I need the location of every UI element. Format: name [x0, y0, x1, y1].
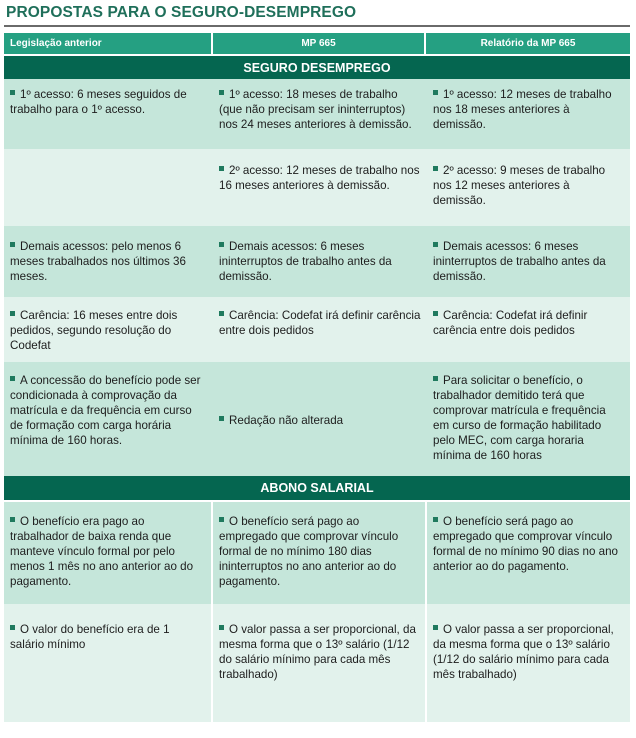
table-cell: Demais acessos: 6 meses ininterruptos de trabalho antes da demissão.: [219, 240, 392, 283]
section-header-abono-salarial: ABONO SALARIAL: [4, 476, 630, 500]
table-cell: A concessão do benefício pode ser condicionada à comprovação da matrícula e da frequência em curso de formação com carga horária mínima de 160 horas.: [10, 374, 201, 447]
bullet-icon: [219, 311, 224, 316]
table-cell: 2º acesso: 9 meses de trabalho nos 12 meses anteriores à demissão.: [433, 164, 606, 207]
table-cell: 1º acesso: 12 meses de trabalho nos 18 meses anteriores à demissão.: [433, 88, 612, 131]
bullet-icon: [10, 625, 15, 630]
bullet-icon: [433, 625, 438, 630]
bullet-icon: [219, 416, 224, 421]
column-header-mp-665: MP 665: [213, 33, 424, 54]
title-divider: [4, 25, 630, 27]
abono-section-body: [4, 500, 630, 722]
table-cell: Carência: Codefat irá definir carência entre dois pedidos: [219, 309, 421, 337]
table-cell: O benefício será pago ao empregado que comprovar vínculo formal de no mínimo 90 dias no ano anterior ao do pagamento.: [433, 515, 618, 573]
bullet-icon: [10, 242, 15, 247]
table-cell: O valor passa a ser proporcional, da mesma forma que o 13º salário (1/12 do salário mínimo para cada mês trabalhado): [213, 604, 427, 722]
bullet-icon: [219, 166, 224, 171]
table-cell: O benefício era pago ao trabalhador de baixa renda que manteve vínculo formal por pelo menos 1 mês no ano anterior ao do pagamento.: [4, 502, 213, 604]
table-cell: Redação não alterada: [213, 362, 427, 476]
table-row: [4, 79, 630, 149]
table-cell: 1º acesso: 18 meses de trabalho (que não precisam ser ininterruptos) nos 24 meses anteriores à demissão.: [219, 88, 412, 131]
bullet-icon: [433, 311, 438, 316]
table-cell: Para solicitar o benefício, o trabalhador demitido terá que comprovar matrícula e frequência em curso de formação habilitado pelo MEC, com carga horaria mínima de 160 horas: [433, 374, 606, 462]
bullet-icon: [433, 242, 438, 247]
bullet-icon: [433, 90, 438, 95]
bullet-icon: [219, 517, 224, 522]
table-row: [4, 149, 630, 226]
page-title: PROPOSTAS PARA O SEGURO-DESEMPREGO: [6, 4, 357, 21]
table-cell: Demais acessos: pelo menos 6 meses trabalhados nos últimos 36 meses.: [10, 240, 186, 283]
table-cell: Carência: Codefat irá definir carência entre dois pedidos: [433, 309, 588, 337]
table-cell: Demais acessos: 6 meses ininterruptos de trabalho antes da demissão.: [433, 240, 606, 283]
column-header-relatorio-mp-665: Relatório da MP 665: [426, 33, 630, 54]
table-cell-empty: [4, 149, 213, 226]
bullet-icon: [219, 242, 224, 247]
bullet-icon: [10, 517, 15, 522]
bullet-icon: [433, 517, 438, 522]
bullet-icon: [10, 376, 15, 381]
table-cell: O benefício será pago ao empregado que comprovar vínculo formal de no mínimo 180 dias ininterruptos no ano anterior ao do pagamento.: [213, 502, 427, 604]
table-cell: O valor passa a ser proporcional, da mesma forma que o 13º salário (1/12 do salário mínimo para cada mês trabalhado): [433, 623, 614, 681]
section-header-seguro-desemprego: SEGURO DESEMPREGO: [4, 54, 630, 79]
column-header-row: [4, 33, 630, 54]
table-row: [4, 226, 630, 297]
bullet-icon: [10, 90, 15, 95]
bullet-icon: [433, 166, 438, 171]
table-row: [4, 502, 630, 604]
bullet-icon: [219, 90, 224, 95]
table-cell: Carência: 16 meses entre dois pedidos, segundo resolução do Codefat: [10, 309, 178, 352]
bullet-icon: [433, 376, 438, 381]
bullet-icon: [10, 311, 15, 316]
table-cell: 1º acesso: 6 meses seguidos de trabalho para o 1º acesso.: [10, 88, 187, 116]
table-row: [4, 362, 630, 476]
table-row: [4, 297, 630, 362]
bullet-icon: [219, 625, 224, 630]
column-header-legislacao-anterior: Legislação anterior: [4, 33, 211, 54]
comparison-table: [4, 33, 630, 722]
table-cell: 2º acesso: 12 meses de trabalho nos 16 meses anteriores à demissão.: [219, 164, 420, 192]
table-cell: O valor do benefício era de 1 salário mínimo: [4, 604, 213, 722]
table-row: [4, 604, 630, 722]
